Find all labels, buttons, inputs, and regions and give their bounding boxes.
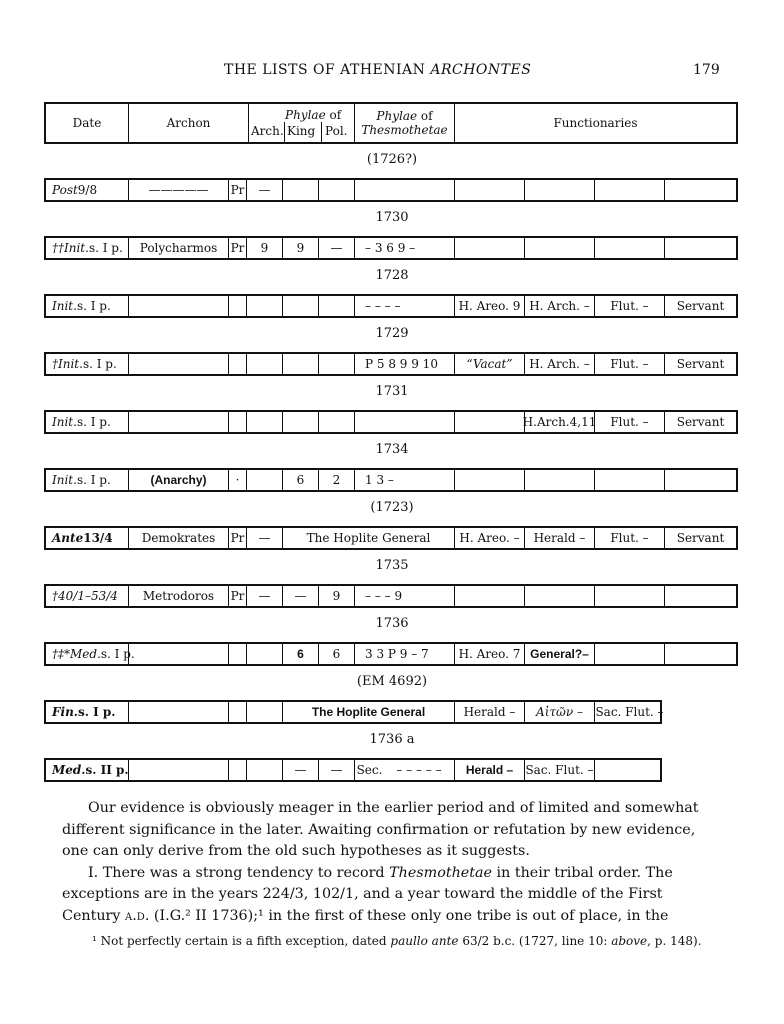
header-king: King — [287, 124, 316, 138]
cell-f3 — [594, 238, 664, 258]
cell-date-rest: s. I p. — [88, 241, 123, 255]
cell-archon — [128, 354, 228, 374]
table-row — [44, 700, 662, 724]
footnote-b: 63/2 b.c. (1727, line 10: — [458, 934, 612, 948]
cell-pr: · — [228, 470, 246, 490]
cell-pol: — — [318, 238, 354, 258]
footnote-italic-2: above — [611, 934, 648, 948]
cell-f2 — [524, 702, 594, 722]
cell-date-main: †40/1–53/4 — [52, 589, 118, 603]
year-label: 1734 — [375, 442, 409, 457]
footnote — [92, 934, 702, 948]
cell-f2 — [524, 180, 594, 200]
cell-f4: Servant — [664, 354, 736, 374]
running-title — [224, 62, 531, 78]
cell-thesmo: – – – 9 — [354, 586, 454, 606]
cell-f2: H. Arch. – — [524, 296, 594, 316]
cell-f3: Flut. – — [594, 412, 664, 432]
cell-date-main: †Init. — [52, 357, 83, 371]
paragraph-2-a: I. There was a strong tendency to record — [88, 864, 390, 881]
table-row — [44, 584, 738, 608]
cell-date-main: Post — [52, 183, 78, 197]
cell-f2: H.Arch.4,11 — [524, 412, 594, 432]
cell-f1: H. Areo. – — [454, 528, 524, 548]
cell-date-rest: 13/4 — [83, 531, 113, 545]
cell-pr: Pr — [228, 238, 246, 258]
header-arch: Arch. — [251, 124, 284, 138]
header-thesmo-phylae: Phylae — [376, 109, 418, 123]
cell-f2 — [524, 586, 594, 606]
cell-f3: Flut. – — [594, 528, 664, 548]
cell-f1 — [454, 180, 524, 200]
cell-f3: Sac. Flut. – — [594, 702, 664, 722]
header-functionaries: Functionaries — [454, 104, 736, 142]
cell-date-main: Init. — [52, 415, 77, 429]
cell-date-rest: s. I p. — [100, 647, 135, 661]
cell-arch — [246, 354, 282, 374]
cell-f2: General?– — [524, 644, 594, 664]
footnote-italic: paullo ante — [390, 934, 459, 948]
cell-pol — [318, 180, 354, 200]
cell-date — [46, 702, 128, 722]
cell-date-rest: s. I p. — [77, 705, 116, 719]
cell-f1 — [454, 354, 524, 374]
table-row — [44, 758, 662, 782]
cell-pr — [228, 296, 246, 316]
year-label: 1729 — [375, 326, 409, 341]
footnote-c: , p. 148). — [647, 934, 702, 948]
cell-arch — [246, 412, 282, 432]
cell-f3 — [594, 586, 664, 606]
cell-f3 — [594, 644, 664, 664]
header-phylae-of: of — [325, 108, 342, 122]
cell-aiton-text: Αἰτῶν – — [536, 705, 583, 719]
cell-arch — [246, 296, 282, 316]
cell-date — [46, 412, 128, 432]
footnote-a: ¹ Not perfectly certain is a fifth exception, dated — [92, 934, 391, 948]
cell-f1 — [454, 470, 524, 490]
cell-date-main: ††Init. — [52, 241, 89, 255]
cell-f1 — [454, 238, 524, 258]
cell-f4 — [664, 586, 736, 606]
header-thesmo-word: Thesmothetae — [361, 123, 448, 137]
cell-thesmo — [354, 180, 454, 200]
cell-f1: H. Areo. 9 — [454, 296, 524, 316]
year-label: 1730 — [375, 210, 409, 225]
table-row — [44, 178, 738, 202]
cell-date — [46, 528, 128, 548]
cell-archon — [128, 644, 228, 664]
table-row — [44, 526, 738, 550]
cell-f4: Servant — [664, 412, 736, 432]
header-date: Date — [72, 116, 102, 130]
cell-thesmo: 3 3 P 9 – 7 — [354, 644, 454, 664]
cell-pr: Pr — [228, 180, 246, 200]
running-title-italic: ARCHONTES — [430, 62, 532, 78]
cell-date-main: †‡*Med. — [52, 647, 101, 661]
cell-f4 — [664, 470, 736, 490]
paragraph-2 — [62, 863, 722, 928]
cell-archon: Metrodoros — [128, 586, 228, 606]
cell-f3 — [594, 470, 664, 490]
cell-f4: Servant — [664, 296, 736, 316]
cell-king: 9 — [282, 238, 318, 258]
header-phylae-title — [285, 108, 341, 122]
cell-pr — [228, 354, 246, 374]
cell-f2: H. Arch. – — [524, 354, 594, 374]
cell-f4: Servant — [664, 528, 736, 548]
cell-pol — [318, 412, 354, 432]
cell-date — [46, 180, 128, 200]
cell-thesmo: – – – – — [354, 296, 454, 316]
cell-date-main: Fin. — [52, 705, 78, 719]
cell-arch: — — [246, 180, 282, 200]
cell-f3 — [594, 180, 664, 200]
year-label — [0, 674, 784, 689]
cell-king — [282, 296, 318, 316]
cell-arch — [246, 702, 282, 722]
cell-archon: ————— — [128, 180, 228, 200]
header-archon: Archon — [128, 104, 248, 142]
header-divider — [284, 122, 285, 144]
paragraph-2-ad: a.d. — [125, 907, 150, 924]
cell-date — [46, 470, 128, 490]
paragraph-2-italic: Thesmothetae — [389, 864, 492, 881]
cell-thesmo: – 3 6 9 – — [354, 238, 454, 258]
cell-pr — [228, 760, 246, 780]
cell-pol: 2 — [318, 470, 354, 490]
table-row — [44, 294, 738, 318]
cell-king: 6 — [282, 644, 318, 664]
cell-f3 — [594, 760, 664, 780]
cell-date-main: Init. — [52, 299, 77, 313]
cell-f1: Herald – — [454, 760, 524, 780]
running-title-main: THE LISTS OF ATHENIAN — [224, 62, 431, 78]
cell-king: 6 — [282, 470, 318, 490]
cell-f2 — [524, 238, 594, 258]
cell-king — [282, 354, 318, 374]
cell-pol — [318, 354, 354, 374]
cell-f4 — [664, 644, 736, 664]
year-label: (1726?) — [366, 152, 418, 167]
cell-thesmo2: – – – – – — [396, 763, 442, 777]
cell-arch — [246, 760, 282, 780]
header-divider — [321, 122, 322, 144]
year-label-text: (EM 4692) — [356, 674, 428, 689]
cell-date — [46, 644, 135, 664]
cell-king: — — [282, 760, 318, 780]
paragraph-2-c: (I.G.² II 1736);¹ in the first of these only one tribe is out of place, in the — [149, 907, 669, 924]
cell-f1: Herald – — [454, 702, 524, 722]
cell-arch: — — [246, 586, 282, 606]
cell-date-rest: s. I p. — [82, 357, 117, 371]
cell-pr — [228, 644, 246, 664]
cell-archon — [128, 760, 228, 780]
cell-arch — [246, 470, 282, 490]
cell-pol: 6 — [318, 644, 354, 664]
cell-date — [46, 354, 128, 374]
cell-merged: The Hoplite General — [282, 702, 454, 722]
cell-archon: (Anarchy) — [128, 470, 228, 490]
cell-pr: Pr — [228, 528, 246, 548]
cell-f2: Herald – — [524, 528, 594, 548]
table-row — [44, 468, 738, 492]
cell-thesmo — [354, 412, 454, 432]
cell-date-rest: s. I p. — [76, 473, 111, 487]
cell-date — [46, 586, 128, 606]
year-label: 1735 — [375, 558, 409, 573]
cell-date-rest: s. II p. — [85, 763, 129, 777]
cell-thesmo: Sec. — [354, 760, 384, 780]
year-label: 1736 — [375, 616, 409, 631]
header-pol: Pol. — [325, 124, 348, 138]
cell-king — [282, 412, 318, 432]
cell-pr — [228, 702, 246, 722]
year-label: 1736 a — [369, 732, 415, 747]
table-row — [44, 410, 738, 434]
cell-arch: 9 — [246, 238, 282, 258]
cell-date-rest: 9/8 — [77, 183, 98, 197]
cell-king — [282, 180, 318, 200]
cell-pol: 9 — [318, 586, 354, 606]
page-number: 179 — [693, 62, 720, 78]
table-row — [44, 352, 738, 376]
cell-date — [46, 760, 128, 780]
year-label: 1728 — [375, 268, 409, 283]
cell-f2 — [524, 470, 594, 490]
year-label: (1723) — [370, 500, 414, 515]
cell-archon: Polycharmos — [128, 238, 228, 258]
cell-f4 — [664, 180, 736, 200]
header-thesmo-of: of — [417, 109, 433, 123]
cell-date-main: Init. — [52, 473, 77, 487]
cell-f1: H. Areo. 7 — [454, 644, 524, 664]
cell-archon — [128, 702, 228, 722]
year-label: 1731 — [375, 384, 409, 399]
cell-date-rest: s. I p. — [76, 299, 111, 313]
cell-f4 — [664, 238, 736, 258]
cell-king: — — [282, 586, 318, 606]
paragraph-2-b: in their tribal order. The exceptions are in the years 224/3, 102/1, and a year toward the middle of the First Century — [62, 864, 673, 924]
cell-f1 — [454, 586, 524, 606]
cell-archon — [128, 296, 228, 316]
cell-pol: — — [318, 760, 354, 780]
header-phylae-word: Phylae — [285, 108, 326, 122]
cell-pr — [228, 412, 246, 432]
cell-thesmo: P 5 8 9 9 10 — [354, 354, 454, 374]
cell-arch — [246, 644, 282, 664]
cell-date — [46, 238, 128, 258]
cell-date-main: Ante — [52, 531, 84, 545]
paragraph-1: Our evidence is obviously meager in the earlier period and of limited and somewhat different significance in the later. Awaiting confirmation or refutation by new evidence, one can only derive from the old such hypotheses as it suggests. — [62, 800, 699, 859]
cell-date — [46, 296, 128, 316]
cell-archon: Demokrates — [128, 528, 228, 548]
cell-archon — [128, 412, 228, 432]
cell-f1 — [454, 412, 524, 432]
cell-thesmo: 1 3 – — [354, 470, 454, 490]
cell-pol — [318, 296, 354, 316]
table-row — [44, 642, 738, 666]
header-phylae — [248, 104, 354, 142]
cell-f2: Sac. Flut. – — [524, 760, 594, 780]
header-thesmothetae — [354, 104, 454, 142]
cell-pr: Pr — [228, 586, 246, 606]
cell-date-main: Med. — [52, 763, 86, 777]
table-header — [44, 102, 738, 144]
cell-vacat-text: “Vacat” — [466, 357, 513, 371]
cell-arch: — — [246, 528, 282, 548]
cell-f3: Flut. – — [594, 354, 664, 374]
cell-merged: The Hoplite General — [282, 528, 454, 548]
body-text — [62, 798, 722, 927]
cell-f3: Flut. – — [594, 296, 664, 316]
table-row — [44, 236, 738, 260]
header-thesmo-title — [376, 109, 432, 123]
cell-date-rest: s. I p. — [76, 415, 111, 429]
